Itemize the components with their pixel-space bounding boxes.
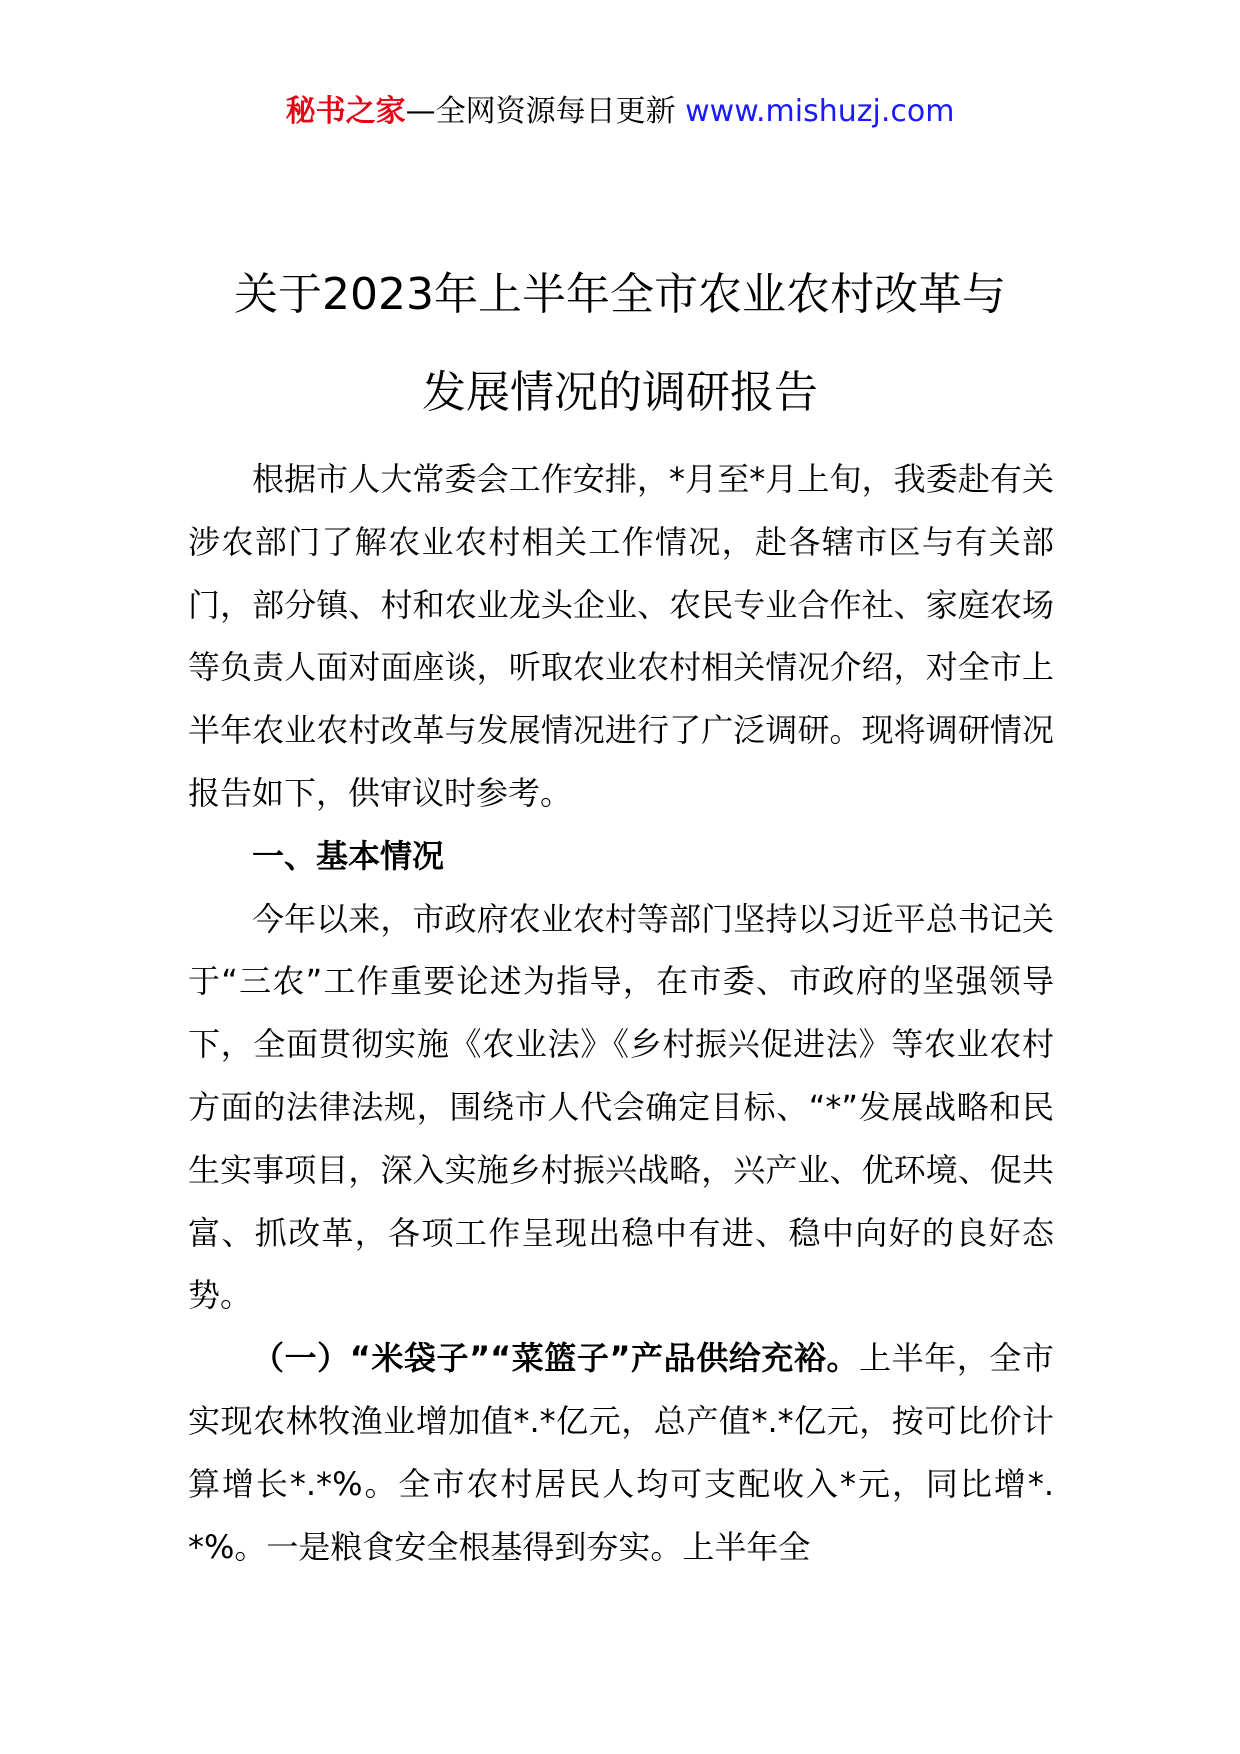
overview-paragraph: 今年以来，市政府农业农村等部门坚持以习近平总书记关于“三农”工作重要论述为指导，在市委、市政府的坚强领导下，全面贯彻实施《农业法》《乡村振兴促进法》等农业农村方面的法律法规，围绕市人代会确定目标、“*”发展战略和民生实事项目，深入实施乡村振兴战略，兴产业、优环境、促共富、抓改革，各项工作呈现出稳中有进、稳中向好的良好态势。 [188, 899, 1054, 1315]
document-title [0, 246, 1240, 442]
intro-paragraph: 根据市人大常委会工作安排，*月至*月上旬，我委赴有关涉农部门了解农业农村相关工作情况，赴各辖市区与有关部门，部分镇、村和农业龙头企业、农民专业合作社、家庭农场等负责人面对面座谈，听取农业农村相关情况介绍，对全市上半年农业农村改革与发展情况进行了广泛调研。现将调研情况报告如下，供审议时参考。 [188, 460, 1054, 812]
document-body [188, 448, 1054, 1578]
site-header [0, 92, 1240, 132]
title-line-1: 关于2023年上半年全市农业农村改革与 [234, 269, 1006, 320]
subsection-paragraph [188, 1327, 1054, 1578]
subsection-text: 上半年，全市实现农林牧渔业增加值*.*亿元，总产值*.*亿元，按可比价计算增长*.*%。全市农村居民人均可支配收入*元，同比增*.*%。一是粮食安全根基得到夯实。上半年全 [188, 1339, 1054, 1566]
section-heading: 一、基本情况 [252, 836, 445, 875]
header-slogan: —全网资源每日更新 [405, 94, 676, 129]
website-link[interactable]: www.mishuzj.com [685, 94, 955, 129]
brand-name: 秘书之家 [285, 94, 406, 129]
title-line-2: 发展情况的调研报告 [422, 367, 818, 418]
subsection-heading: （一）“米袋子”“菜篮子”产品供给充裕。 [252, 1339, 860, 1378]
